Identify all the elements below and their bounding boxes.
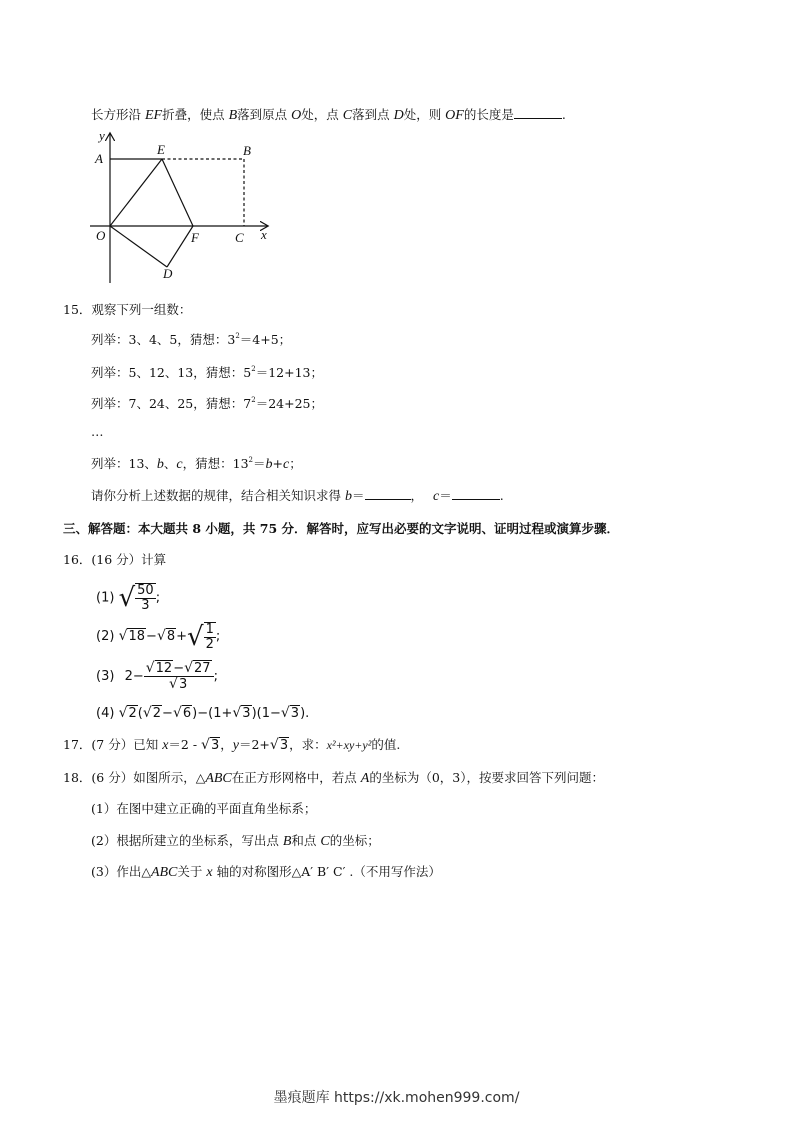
q18-step3: (3）作出△ABC关于 x 轴的对称图形△A′ B′ C′ .（不用写作法）: [91, 864, 441, 880]
q16-part4: (4) √2(√2−√6)−(1+√3)(1−√3).: [96, 705, 310, 721]
q15-row1: 列举：3、4、5，猜想：$3^2=4+5$；: [91, 332, 292, 347]
q15-header: 15．观察下列一组数：: [63, 302, 192, 317]
label-o: O: [96, 228, 106, 243]
section-3-heading: 三、解答题：本大题共 8 小题，共 75 分．解答时，应写出必要的文字说明、证明过程或演算步骤．: [63, 521, 620, 536]
q17: 17．(7 分）已知 x＝2 - √3，y＝2+√3，求：x²+xy+y²的值.: [63, 737, 401, 753]
q16-part2: (2) √18−√8+√ $\frac{1}{2}$ ;: [96, 621, 221, 652]
q15-ellipsis: …: [91, 424, 104, 439]
label-f: F: [191, 230, 199, 245]
q15-row4: 列举：13、b、c，猜想：$13^2=b+c$；: [91, 456, 302, 472]
answer-blank[interactable]: [514, 106, 562, 119]
q18-step2: (2）根据所建立的坐标系，写出点 B和点 C的坐标；: [91, 833, 380, 849]
fold-figure: [85, 128, 285, 293]
edge-od: [110, 226, 167, 267]
label-x: x: [261, 227, 267, 242]
label-a: A: [95, 151, 103, 166]
label-d: D: [163, 266, 173, 281]
q15-row3: 列举：7、24、25，猜想：$7^2=24+25$；: [91, 396, 323, 411]
edge-oe: [110, 159, 162, 226]
label-e: E: [157, 142, 165, 157]
q16-header: 16．(16 分）计算: [63, 552, 167, 567]
answer-blank-c[interactable]: [452, 487, 500, 500]
q15-row2: 列举：5、12、13，猜想：$5^2=12+13$；: [91, 365, 323, 380]
edge-ef: [162, 159, 193, 226]
q18-header: 18．(6 分）如图所示，△ABC在正方形网格中，若点 A的坐标为（0，3），按要求回答下列问题：: [63, 770, 604, 786]
footer-watermark: 墨痕题库 https://xk.mohen999.com/: [273, 1090, 520, 1106]
q15-ask: 请你分析上述数据的规律，结合相关知识求得 b＝ ， c＝ .: [91, 488, 504, 504]
q18-step1: (1）在图中建立正确的平面直角坐标系；: [91, 801, 317, 816]
label-y: y: [99, 128, 105, 143]
q16-part1: (1) √ $\frac{50}{3}$ ;: [96, 583, 161, 613]
label-c: C: [235, 230, 244, 245]
q14-text: 长方形沿 EF折叠，使点 B落到原点 O处，点 C落到点 D处，则 OF的长度是 .: [91, 107, 566, 123]
q16-part3: (3) 2− $\frac{√12-√27}{√3}$ ;: [96, 660, 218, 692]
label-b: B: [243, 143, 251, 158]
answer-blank-b[interactable]: [365, 487, 411, 500]
edge-df: [167, 226, 193, 267]
